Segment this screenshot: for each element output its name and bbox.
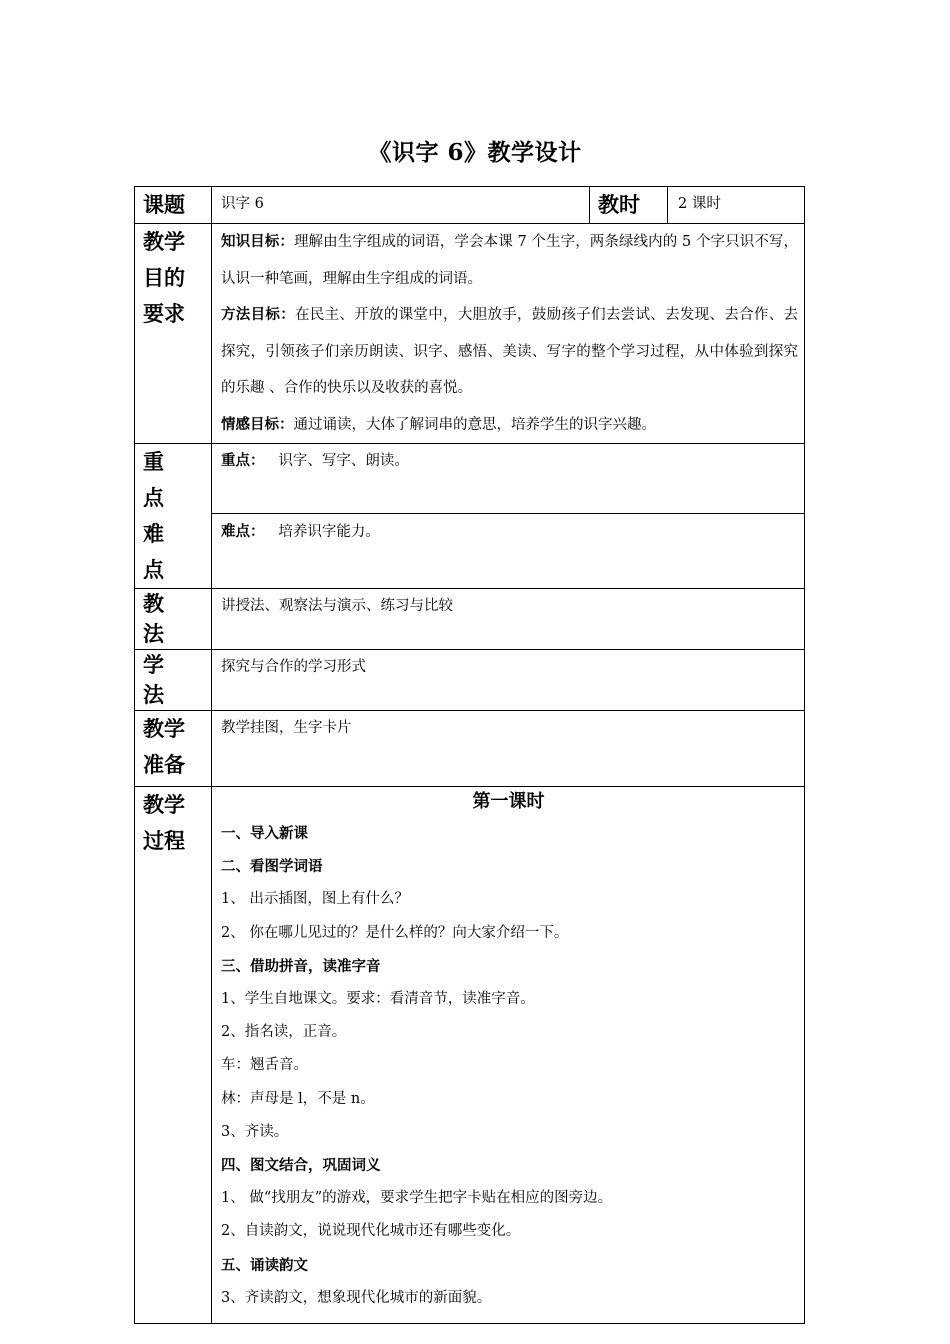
process-step: 1、学生自地课文。要求：看清音节，读准字音。	[221, 991, 535, 1008]
goals-label-line: 要求	[143, 301, 185, 326]
process-lines	[221, 817, 796, 1315]
goals-label	[135, 224, 211, 332]
preparation-label-line: 教学	[143, 716, 185, 741]
process-label	[135, 787, 211, 859]
emotion-goal-label: 情感目标：	[221, 415, 294, 433]
learning-method-label: 学 法	[143, 652, 173, 707]
process-section-heading: 四、图文结合，巩固词义	[221, 1157, 381, 1175]
emotion-goal-text: 通过诵读，大体了解词串的意思，培养学生的识字兴趣。	[293, 416, 656, 433]
key-point-row	[135, 444, 805, 514]
hours-value: 2 课时	[678, 196, 721, 212]
method-goal	[221, 297, 798, 407]
process-section-heading: 二、看图学词语	[221, 858, 323, 876]
process-step: 1、 出示插图，图上有什么？	[221, 891, 409, 908]
key-points-label-line: 难 点	[143, 521, 173, 582]
lesson-title: 第一课时	[472, 791, 545, 812]
teaching-method-row	[135, 589, 805, 650]
process-step: 林：声母是 l，不是 n。	[221, 1090, 375, 1107]
lesson-plan-table	[134, 186, 805, 1324]
teaching-method-value: 讲授法、观察法与演示、练习与比较	[221, 598, 453, 614]
goals-label-line: 教学	[143, 229, 185, 254]
process-step: 2、自读韵文，说说现代化城市还有哪些变化。	[221, 1223, 521, 1240]
preparation-label-line: 准备	[143, 752, 185, 777]
process-step: 2、指名读，正音。	[221, 1024, 347, 1041]
process-section-heading: 五、诵读韵文	[221, 1256, 308, 1274]
process-step: 车：翘舌音。	[221, 1057, 308, 1074]
key-points-label	[135, 444, 211, 588]
process-label-line: 过程	[143, 828, 185, 853]
process-section-heading: 一、导入新课	[221, 825, 308, 842]
preparation-row	[135, 711, 805, 787]
process-step: 3、齐读。	[221, 1123, 289, 1140]
knowledge-goal-label: 知识目标：	[221, 233, 294, 250]
process-step: 3、齐读韵文，想象现代化城市的新面貌。	[221, 1289, 492, 1306]
method-goal-label: 方法目标：	[221, 306, 296, 323]
goals-row	[135, 224, 805, 444]
teaching-method-label: 教 法	[143, 591, 173, 646]
topic-value: 识字 6	[221, 196, 264, 212]
key-points-label-line: 重 点	[143, 449, 173, 510]
knowledge-goal-text: 理解由生字组成的词语，学会本课 7 个生字，两条绿线内的 5 个字只识不写，认识一种笔画，理解由生字组成的词语。	[221, 234, 798, 287]
page-title: 《识字 6》教学设计	[368, 139, 582, 166]
preparation-label	[135, 711, 211, 783]
knowledge-goal	[221, 224, 798, 297]
process-step: 2、 你在哪儿见过的？是什么样的？向大家介绍一下。	[221, 924, 569, 941]
emotion-goal	[221, 407, 798, 444]
key-point-label: 重点：	[221, 452, 265, 469]
key-point-text: 识字、写字、朗读。	[278, 453, 409, 469]
topic-label: 课题	[143, 192, 185, 217]
learning-method-row	[135, 650, 805, 711]
method-goal-text: 在民主、开放的课堂中，大胆放手，鼓励孩子们去尝试、去发现、去合作、去探究，引领孩子们亲历朗读、识字、感悟、美读、写字的整个学习过程，从中体验到探究的乐趣 、合作的快乐以及收获的喜悦。	[221, 307, 798, 396]
goals-label-line: 目的	[143, 265, 185, 290]
difficulty-text: 培养识字能力。	[278, 524, 380, 541]
process-section-heading: 三、借助拼音，读准字音	[221, 957, 381, 975]
preparation-value: 教学挂图，生字卡片	[221, 720, 352, 736]
difficulty-point	[212, 514, 804, 545]
difficulty-row	[135, 514, 805, 589]
key-point	[212, 444, 804, 474]
process-step: 1、 做“找朋友”的游戏，要求学生把字卡贴在相应的图旁边。	[221, 1190, 613, 1207]
difficulty-label: 难点：	[221, 523, 265, 541]
process-row	[135, 787, 805, 1324]
hours-label: 教时	[598, 192, 640, 217]
topic-row	[135, 187, 805, 224]
process-label-line: 教学	[143, 792, 185, 817]
learning-method-value: 探究与合作的学习形式	[221, 659, 366, 675]
